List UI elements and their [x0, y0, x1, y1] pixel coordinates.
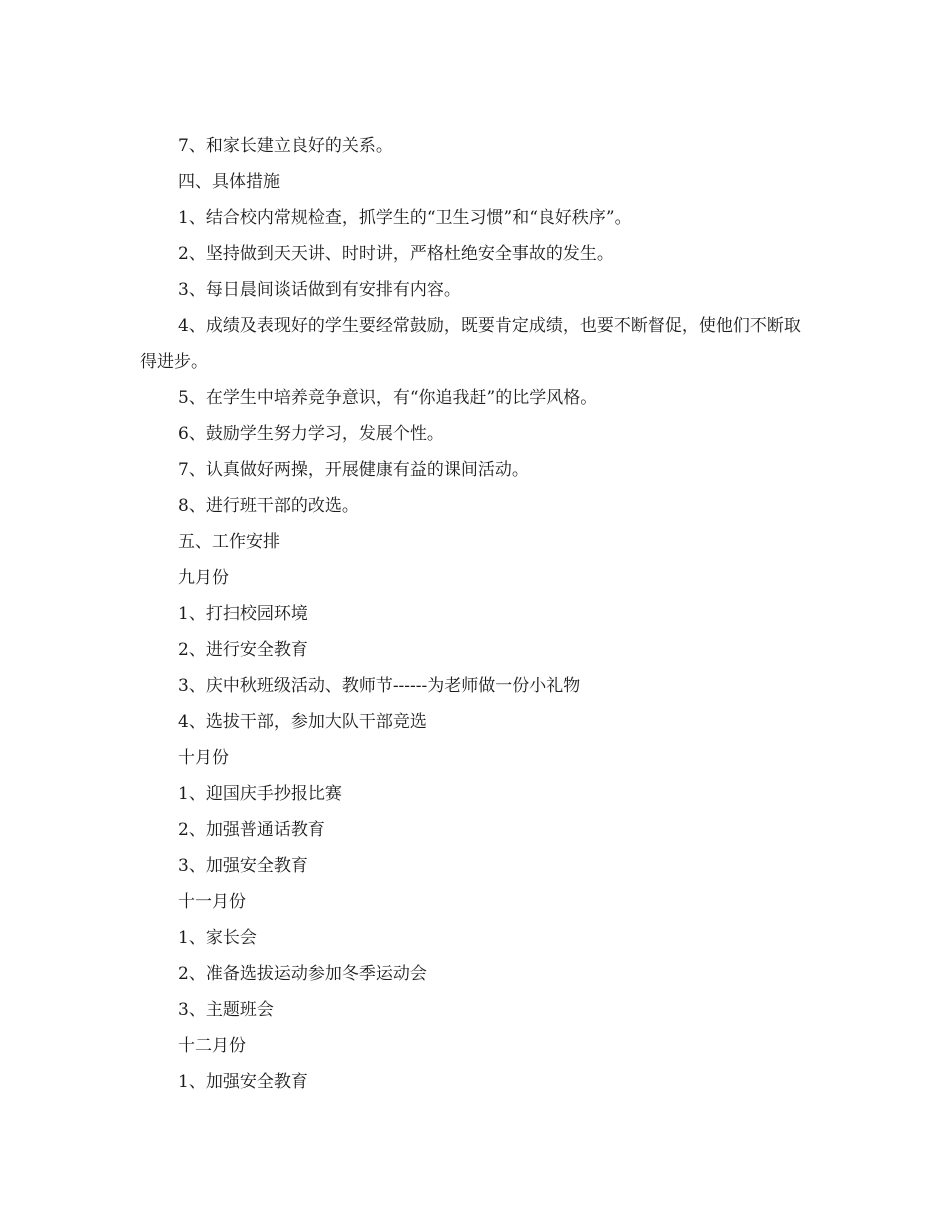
text-line: 6、鼓励学生努力学习，发展个性。	[178, 424, 444, 444]
text-line: 2、加强普通话教育	[178, 820, 325, 840]
text-line: 7、认真做好两操，开展健康有益的课间活动。	[178, 460, 529, 480]
text-line: 4、选拔干部，参加大队干部竞选	[178, 712, 427, 732]
text-line: 2、进行安全教育	[178, 640, 308, 660]
text-line: 8、进行班干部的改选。	[178, 496, 359, 516]
month-heading: 九月份	[178, 568, 229, 588]
text-line: 2、准备选拔运动参加冬季运动会	[178, 964, 427, 984]
text-line: 1、结合校内常规检查，抓学生的“卫生习惯”和“良好秩序”。	[178, 208, 632, 228]
text-line: 1、家长会	[178, 928, 257, 948]
section-heading: 五、工作安排	[178, 532, 280, 552]
text-paragraph: 4、成绩及表现好的学生要经常鼓励，既要肯定成绩，也要不断督促，使他们不断取得进步。	[140, 316, 801, 372]
text-line: 1、迎国庆手抄报比赛	[178, 784, 342, 804]
month-heading: 十二月份	[178, 1036, 246, 1056]
month-heading: 十月份	[178, 748, 229, 768]
section-heading: 四、具体措施	[178, 172, 280, 192]
text-line: 3、主题班会	[178, 1000, 274, 1020]
document-body	[140, 128, 812, 1100]
text-line: 5、在学生中培养竞争意识，有“你追我赶”的比学风格。	[178, 388, 598, 408]
text-line: 1、加强安全教育	[178, 1072, 308, 1092]
text-line: 7、和家长建立良好的关系。	[178, 136, 393, 156]
month-heading: 十一月份	[178, 892, 246, 912]
text-line: 3、每日晨间谈话做到有安排有内容。	[178, 280, 461, 300]
text-line: 2、坚持做到天天讲、时时讲，严格杜绝安全事故的发生。	[178, 244, 614, 264]
text-line: 3、庆中秋班级活动、教师节------为老师做一份小礼物	[178, 676, 581, 696]
text-line: 3、加强安全教育	[178, 856, 308, 876]
text-line: 1、打扫校园环境	[178, 604, 308, 624]
